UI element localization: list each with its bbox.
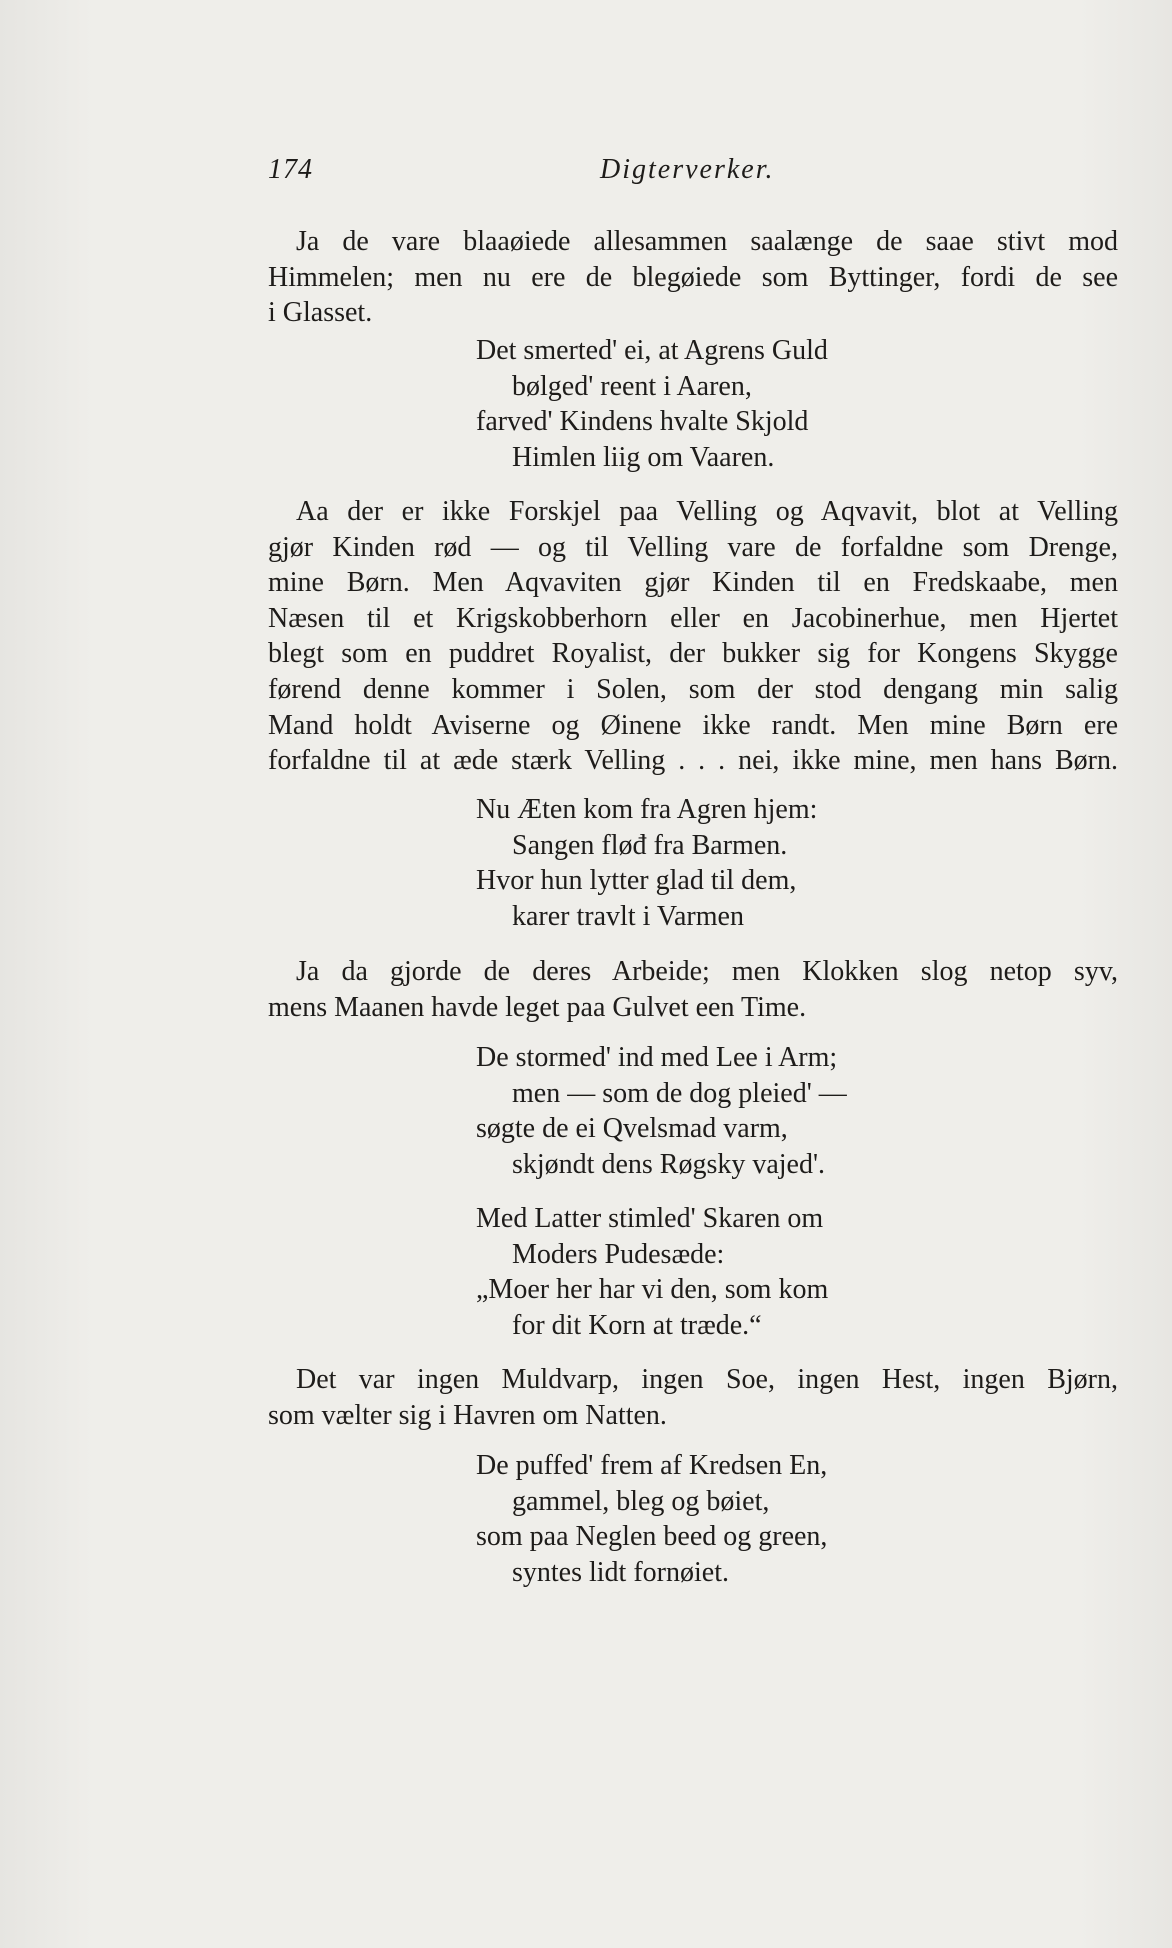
verse-stanza-4 xyxy=(476,1201,1076,1343)
prose-line: Himmelen; men nu ere de blegøiede som Byttinger, fordi de see xyxy=(268,261,1118,293)
prose-line: Det var ingen Muldvarp, ingen Soe, ingen Hest, ingen Bjørn, xyxy=(296,1364,1118,1395)
prose-paragraph-2 xyxy=(268,496,1118,781)
verse-line: Sangen fløđ fra Barmen. xyxy=(512,829,788,861)
verse-line: „Moer her har vi den, som kom xyxy=(476,1274,829,1306)
verse-line: Himlen liig om Vaaren. xyxy=(512,441,775,473)
prose-line: blegt som en puddret Royalist, der bukker sig for Kongens Skygge xyxy=(268,638,1118,670)
prose-line: Mand holdt Aviserne og Øinene ikke randt. Men mine Børn ere xyxy=(268,709,1118,741)
verse-line: Nu Æten kom fra Agren hjem: xyxy=(476,794,818,825)
prose-line: Ja de vare blaaøiede allesammen saalænge de saae stivt mod xyxy=(296,226,1118,257)
prose-line: som vælter sig i Havren om Natten. xyxy=(268,1399,667,1431)
verse-line: søgte de ei Qvelsmad varm, xyxy=(476,1113,788,1145)
verse-line: Moders Pudesæde: xyxy=(512,1238,725,1270)
prose-paragraph-3 xyxy=(268,956,1118,1027)
verse-stanza-2 xyxy=(476,792,1076,934)
prose-line: i Glasset. xyxy=(268,297,373,329)
verse-line: farved' Kindens hvalte Skjold xyxy=(476,406,809,438)
verse-line: for dit Korn at træde.“ xyxy=(512,1309,762,1341)
verse-line: syntes lidt fornøiet. xyxy=(512,1556,729,1588)
verse-stanza-3 xyxy=(476,1040,1076,1182)
prose-line: Næsen til et Krigskobberhorn eller en Jacobinerhue, men Hjertet xyxy=(268,602,1118,634)
prose-paragraph-1 xyxy=(268,226,1118,333)
verse-line: karer travlt i Varmen xyxy=(512,900,744,932)
prose-line: gjør Kinden rød — og til Velling vare de forfaldne som Drenge, xyxy=(268,531,1118,563)
page-number: 174 xyxy=(268,154,313,185)
verse-stanza-1 xyxy=(476,333,1076,475)
verse-line: bølged' reent i Aaren, xyxy=(512,370,752,402)
verse-line: som paa Neglen beed og green, xyxy=(476,1521,828,1553)
prose-line: mine Børn. Men Aqvaviten gjør Kinden til en Fredskaabe, men xyxy=(268,567,1118,599)
verse-line: gammel, bleg og bøiet, xyxy=(512,1485,770,1517)
verse-line: men — som de dog pleied' — xyxy=(512,1077,847,1109)
verse-line: Med Latter stimled' Skaren om xyxy=(476,1203,824,1234)
verse-line: Det smerted' ei, at Agrens Guld xyxy=(476,335,828,366)
prose-paragraph-4 xyxy=(268,1364,1118,1435)
verse-line: skjøndt dens Røgsky vajed'. xyxy=(512,1148,826,1180)
verse-line: De stormed' ind med Lee i Arm; xyxy=(476,1042,838,1073)
prose-line: forfaldne til at æde stærk Velling . . . nei, ikke mine, men hans Børn. xyxy=(268,745,1118,777)
page-header xyxy=(268,154,788,194)
prose-line: Ja da gjorde de deres Arbeide; men Klokken slog netop syv, xyxy=(296,956,1118,987)
prose-line: mens Maanen havde leget paa Gulvet een Time. xyxy=(268,991,807,1023)
running-title: Digterverker. xyxy=(600,154,775,185)
prose-line: førend denne kommer i Solen, som der stod dengang min salig xyxy=(268,673,1118,705)
prose-line: Aa der er ikke Forskjel paa Velling og Aqvavit, blot at Velling xyxy=(296,496,1118,527)
verse-stanza-5 xyxy=(476,1448,1076,1590)
verse-line: De puffed' frem af Kredsen En, xyxy=(476,1450,828,1481)
verse-line: Hvor hun lytter glad til dem, xyxy=(476,865,797,897)
